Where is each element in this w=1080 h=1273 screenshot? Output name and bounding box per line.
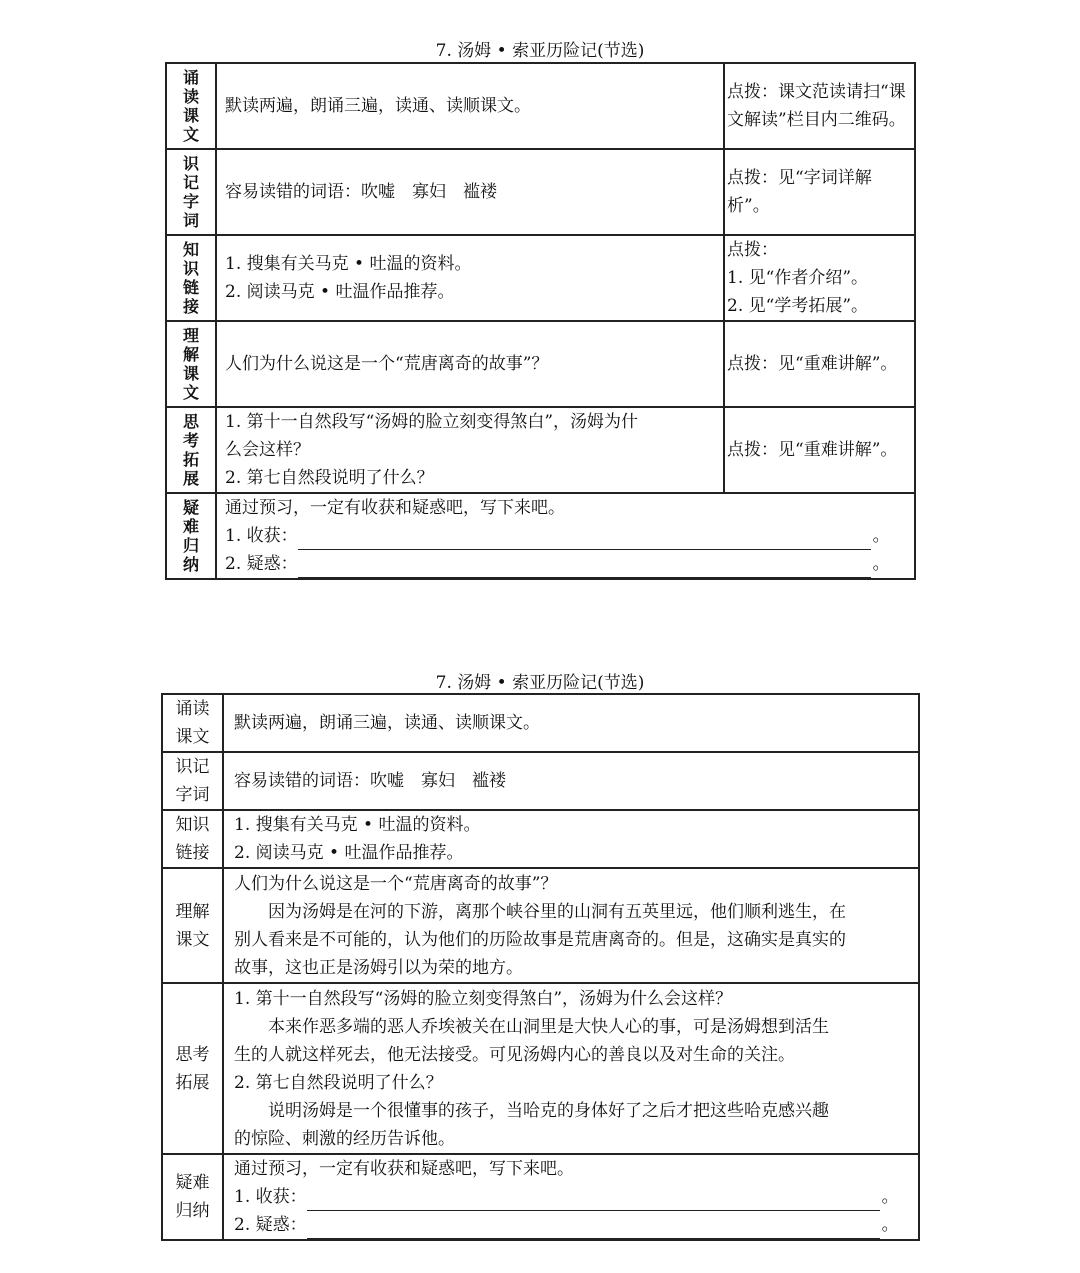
table-row xyxy=(162,752,919,810)
label-line: 识记 xyxy=(175,757,210,777)
row-tip xyxy=(724,63,915,149)
summary-cell xyxy=(223,1154,919,1240)
content-line: 1. 第十一自然段写“汤姆的脸立刻变得煞白”，汤姆为什么会这样？ xyxy=(234,988,733,1009)
label-line: 拓展 xyxy=(175,1072,210,1093)
table1-title: 7. 汤姆 • 索亚历险记(节选) xyxy=(435,41,645,61)
row-label xyxy=(162,983,223,1154)
label-char: 思 xyxy=(182,412,199,431)
content-line: 人们为什么说这是一个“荒唐离奇的故事”？ xyxy=(225,354,549,374)
doubt-row xyxy=(225,550,906,578)
row-label xyxy=(166,235,216,321)
row-label xyxy=(166,321,216,407)
summary-intro: 通过预习，一定有收获和疑惑吧，写下来吧。 xyxy=(234,1159,574,1179)
label-char: 诵 xyxy=(182,68,199,87)
content-line: 的惊险、刺激的经历告诉他。 xyxy=(234,1128,455,1149)
content-line: 2. 阅读马克 • 吐温作品推荐。 xyxy=(225,282,455,302)
row-content xyxy=(223,694,919,752)
row-label xyxy=(166,407,216,493)
row-label xyxy=(162,752,223,810)
tip-line: 点拨：见“重难讲解”。 xyxy=(727,354,898,374)
row-tip xyxy=(724,149,915,235)
content-line: 2. 阅读马克 • 吐温作品推荐。 xyxy=(234,843,464,863)
summary-cell xyxy=(216,493,915,579)
gain-row xyxy=(225,522,906,550)
label-char: 解 xyxy=(182,345,199,364)
gain-input-line[interactable] xyxy=(307,1190,880,1211)
tip-line: 点拨：见“字词详解析”。 xyxy=(727,168,872,216)
table-row xyxy=(166,63,915,149)
label-char: 拓 xyxy=(182,450,199,469)
label-char: 词 xyxy=(182,211,199,230)
content-line: 1. 第十一自然段写“汤姆的脸立刻变得煞白”，汤姆为什 xyxy=(225,412,639,432)
end-mark: 。 xyxy=(881,1215,899,1235)
content-line: 说明汤姆是一个很懂事的孩子，当哈克的身体好了之后才把这些哈克感兴趣 xyxy=(268,1100,829,1121)
label-char: 考 xyxy=(182,431,199,450)
row-label xyxy=(166,149,216,235)
row-tip xyxy=(724,321,915,407)
gain-label: 1. 收获： xyxy=(234,1187,307,1207)
label-char: 记 xyxy=(182,173,199,192)
summary-intro: 通过预习，一定有收获和疑惑吧，写下来吧。 xyxy=(225,498,565,518)
label-char: 疑 xyxy=(182,498,199,517)
label-char: 归 xyxy=(182,536,199,555)
content-line: 1. 搜集有关马克 • 吐温的资料。 xyxy=(225,254,472,274)
row-content xyxy=(223,810,919,868)
table-row xyxy=(166,149,915,235)
preview-table xyxy=(165,62,916,580)
row-content xyxy=(216,407,724,493)
label-char: 识 xyxy=(182,154,199,173)
row-content xyxy=(216,321,724,407)
label-line: 课文 xyxy=(175,929,210,950)
gain-label: 1. 收获： xyxy=(225,526,298,546)
doubt-row xyxy=(234,1211,908,1239)
label-line: 诵读 xyxy=(175,699,210,719)
label-char: 字 xyxy=(182,192,199,211)
row-label xyxy=(162,810,223,868)
gain-input-line[interactable] xyxy=(298,529,871,550)
gain-row xyxy=(234,1183,908,1211)
row-tip xyxy=(724,235,915,321)
content-line: 人们为什么说这是一个“荒唐离奇的故事”？ xyxy=(234,873,558,894)
row-content xyxy=(216,149,724,235)
label-line: 字词 xyxy=(175,785,210,805)
content-line: 因为汤姆是在河的下游，离那个峡谷里的山洞有五英里远，他们顺利逃生，在 xyxy=(268,901,846,922)
label-char: 识 xyxy=(182,259,199,278)
tip-line: 点拨： xyxy=(727,240,778,260)
table2-title: 7. 汤姆 • 索亚历险记(节选) xyxy=(435,673,645,693)
row-label xyxy=(166,63,216,149)
content-line: 故事，这也正是汤姆引以为荣的地方。 xyxy=(234,957,523,978)
end-mark: 。 xyxy=(872,554,890,574)
label-line: 课文 xyxy=(175,727,210,747)
label-char: 理 xyxy=(182,326,199,345)
label-line: 疑难 xyxy=(175,1173,210,1193)
label-line: 归纳 xyxy=(175,1201,210,1221)
label-char: 链 xyxy=(182,278,199,297)
content-line: 1. 搜集有关马克 • 吐温的资料。 xyxy=(234,815,481,835)
table-row xyxy=(166,321,915,407)
table-row xyxy=(166,407,915,493)
label-char: 展 xyxy=(182,469,199,488)
content-line: 2. 第七自然段说明了什么？ xyxy=(225,468,434,488)
table-row xyxy=(162,810,919,868)
row-label xyxy=(166,493,216,579)
doubt-input-line[interactable] xyxy=(298,557,871,578)
table-row xyxy=(162,983,919,1154)
label-line: 理解 xyxy=(175,901,210,922)
label-char: 接 xyxy=(182,297,199,316)
label-char: 知 xyxy=(182,240,199,259)
end-mark: 。 xyxy=(881,1187,899,1207)
content-line: 容易读错的词语：吹嘘 寡妇 褴褛 xyxy=(225,182,497,202)
label-line: 知识 xyxy=(175,815,210,835)
label-char: 难 xyxy=(182,517,199,536)
tip-line: 1. 见“作者介绍”。 xyxy=(727,268,869,288)
label-char: 课 xyxy=(182,106,199,125)
tip-line: 点拨：见“重难讲解”。 xyxy=(727,440,898,460)
label-char: 课 xyxy=(182,364,199,383)
row-label xyxy=(162,1154,223,1240)
table-row xyxy=(162,1154,919,1240)
doubt-input-line[interactable] xyxy=(307,1218,880,1239)
content-line: 2. 第七自然段说明了什么？ xyxy=(234,1072,443,1093)
tip-line: 文解读”栏目内二维码。 xyxy=(727,110,906,130)
table-row xyxy=(166,493,915,579)
doubt-label: 2. 疑惑： xyxy=(225,554,298,574)
answer-table xyxy=(161,693,920,1241)
row-content xyxy=(223,983,919,1154)
content-line: 别人看来是不可能的，认为他们的历险故事是荒唐离奇的。但是，这确实是真实的 xyxy=(234,929,846,950)
row-tip xyxy=(724,407,915,493)
label-line: 思考 xyxy=(175,1044,210,1065)
end-mark: 。 xyxy=(872,526,890,546)
table-row xyxy=(162,868,919,983)
row-label xyxy=(162,868,223,983)
row-content xyxy=(216,63,724,149)
row-label xyxy=(162,694,223,752)
label-char: 纳 xyxy=(182,555,199,574)
table-row xyxy=(166,235,915,321)
tip-line: 点拨：课文范读请扫“课 xyxy=(727,82,906,102)
content-line: 么会这样？ xyxy=(225,440,310,460)
tip-line: 2. 见“学考拓展”。 xyxy=(727,296,869,316)
content-line: 容易读错的词语：吹嘘 寡妇 褴褛 xyxy=(234,771,506,791)
table-row xyxy=(162,694,919,752)
doubt-label: 2. 疑惑： xyxy=(234,1215,307,1235)
content-line: 默读两遍，朗诵三遍，读通、读顺课文。 xyxy=(234,713,540,733)
content-line: 本来作恶多端的恶人乔埃被关在山洞里是大快人心的事，可是汤姆想到活生 xyxy=(268,1016,829,1037)
label-char: 文 xyxy=(182,125,199,144)
row-content xyxy=(216,235,724,321)
row-content xyxy=(223,752,919,810)
label-char: 文 xyxy=(182,383,199,402)
label-line: 链接 xyxy=(175,843,210,863)
row-content xyxy=(223,868,919,983)
content-line: 默读两遍，朗诵三遍，读通、读顺课文。 xyxy=(225,96,531,116)
content-line: 生的人就这样死去，他无法接受。可见汤姆内心的善良以及对生命的关注。 xyxy=(234,1044,795,1065)
label-char: 读 xyxy=(182,87,199,106)
